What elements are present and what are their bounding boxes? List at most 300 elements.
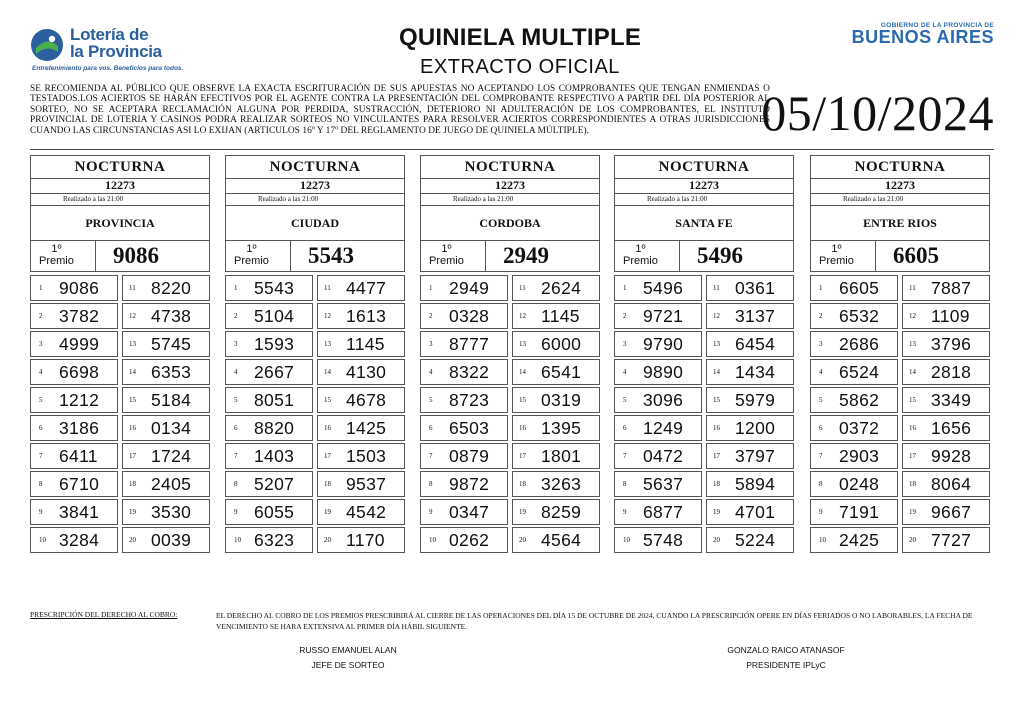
- result-rank: 3: [234, 340, 238, 348]
- result-rank: 4: [234, 368, 238, 376]
- result-cell: [122, 527, 210, 553]
- result-number: 3349: [931, 390, 972, 410]
- result-rank: 14: [519, 368, 526, 376]
- first-prize-divider: [290, 241, 291, 271]
- first-prize-box: [810, 241, 990, 272]
- result-number: 6877: [643, 502, 684, 522]
- result-number: 5862: [839, 390, 880, 410]
- result-cell: [706, 303, 794, 329]
- result-number: 7727: [931, 530, 972, 550]
- result-rank: 18: [713, 480, 720, 488]
- result-rank: 15: [713, 396, 720, 404]
- result-rank: 12: [909, 312, 916, 320]
- result-cell: [225, 471, 313, 497]
- result-rank: 20: [519, 536, 526, 544]
- result-cell: [30, 443, 118, 469]
- draw-province: PROVINCIA: [30, 206, 210, 241]
- result-number: 1434: [735, 362, 776, 382]
- result-number: 3782: [59, 306, 100, 326]
- result-number: 5748: [643, 530, 684, 550]
- result-rank: 5: [234, 396, 238, 404]
- disclaimer-text: SE RECOMIENDA AL PÚBLICO QUE OBSERVE LA EXACTA ESCRITURACIÓN DE SUS APUESTAS NO ACEPTANDO LOS COMPROBANTES QUE TENGAN ENMIENDAS O TESTADOS.LOS ACIERTOS SE HARÁN EFECTIVOS POR EL AGENTE CONTRA LA PRESENTACIÓN DEL COMPROBANTE RESPECTIVO A PARTIR DEL DÍA POSTERIOR AL SORTEO, NO SE ACEPTARA RECLAMACIÓN ALGUNA POR PERDIDA, SUSTRACCIÓN, DETERIORO NI ADULTERACIÓN DE LOS COMPROBANTES, EL INSTITUTO PROVINCIAL DE LOTERIA Y CASINOS PODRA REALIZAR SORTEOS NO VINCULANTES PARA RESOLVER ACIERTOS CORRESPONDIENTES A OTRAS JURISDICCIONES CUANDO LAS CIRCUNSTANCIAS ASI LO EXIJAN (ARTICULOS 16º Y 17º DEL REGLAMENTO DE JUEGO DE QUINIELA MÚLTIPLE).: [30, 84, 770, 136]
- result-rank: 9: [234, 508, 238, 516]
- result-cell: [225, 415, 313, 441]
- result-number: 5543: [254, 278, 295, 298]
- result-cell: [225, 387, 313, 413]
- result-rank: 6: [429, 424, 433, 432]
- prescripcion-label: PRESCRIPCIÓN DEL DERECHO AL COBRO:: [30, 610, 178, 619]
- result-number: 5207: [254, 474, 295, 494]
- result-number: 1503: [346, 446, 387, 466]
- result-rank: 1: [623, 284, 627, 292]
- result-rank: 9: [39, 508, 43, 516]
- loteria-logo-icon: [30, 28, 64, 62]
- result-cell: [317, 331, 405, 357]
- result-number: 1249: [643, 418, 684, 438]
- result-cell: [614, 527, 702, 553]
- result-rank: 8: [429, 480, 433, 488]
- result-rank: 2: [429, 312, 433, 320]
- result-number: 1109: [931, 306, 970, 326]
- result-cell: [614, 387, 702, 413]
- result-rank: 13: [519, 340, 526, 348]
- result-rank: 7: [429, 452, 433, 460]
- result-rank: 15: [324, 396, 331, 404]
- result-number: 3796: [931, 334, 972, 354]
- result-rank: 17: [713, 452, 720, 460]
- logo-tagline: Entretenimiento para vos. Beneficios para todos.: [32, 65, 184, 72]
- result-cell: [512, 415, 600, 441]
- first-prize-label-text: Premio: [39, 255, 74, 267]
- result-cell: [512, 303, 600, 329]
- result-cell: [30, 499, 118, 525]
- result-cell: [122, 303, 210, 329]
- first-prize-box: [225, 241, 405, 272]
- first-prize-divider: [95, 241, 96, 271]
- result-cell: [512, 527, 600, 553]
- first-prize-label-text: Premio: [819, 255, 854, 267]
- gobierno-big-text: BUENOS AIRES: [851, 27, 994, 47]
- result-cell: [706, 499, 794, 525]
- result-number: 1395: [541, 418, 582, 438]
- result-cell: [512, 359, 600, 385]
- result-rank: 20: [909, 536, 916, 544]
- draw-turno: NOCTURNA: [30, 155, 210, 179]
- result-number: 5979: [735, 390, 776, 410]
- result-number: 6605: [839, 278, 880, 298]
- first-prize-label-rank: 1º: [831, 243, 842, 255]
- result-rank: 9: [623, 508, 627, 516]
- result-rank: 8: [819, 480, 823, 488]
- result-number: 6541: [541, 362, 582, 382]
- result-cell: [902, 303, 990, 329]
- result-cell: [30, 275, 118, 301]
- result-rank: 17: [519, 452, 526, 460]
- result-cell: [225, 359, 313, 385]
- draw-turno: NOCTURNA: [614, 155, 794, 179]
- result-number: 9790: [643, 334, 684, 354]
- result-rank: 15: [519, 396, 526, 404]
- result-number: 1403: [254, 446, 295, 466]
- result-number: 1425: [346, 418, 387, 438]
- draw-sorteo-number: 12273: [810, 177, 990, 194]
- result-rank: 17: [909, 452, 916, 460]
- result-cell: [420, 331, 508, 357]
- result-number: 8064: [931, 474, 972, 494]
- result-rank: 14: [713, 368, 720, 376]
- first-prize-box: [30, 241, 210, 272]
- result-number: 5637: [643, 474, 684, 494]
- result-number: 0347: [449, 502, 490, 522]
- first-prize-number: 5543: [308, 243, 354, 268]
- result-cell: [122, 331, 210, 357]
- result-rank: 14: [129, 368, 136, 376]
- prescripcion-text: EL DERECHO AL COBRO DE LOS PREMIOS PRESCRIBIRÁ AL CIERRE DE LAS OPERACIONES DEL DÍA 15 DE OCTUBRE DE 2024, CUANDO LA PRESCRIPCIÓN OPERE EN DÍAS FERIADOS O NO LABORABLES, LA FECHA DE VENCIMIENTO SE HARA EXTENSIVA AL PRIMER DÍA HÁBIL SIGUIENTE.: [216, 611, 973, 631]
- result-number: 6710: [59, 474, 100, 494]
- result-number: 8777: [449, 334, 490, 354]
- result-cell: [512, 331, 600, 357]
- draw-panel: [614, 155, 794, 555]
- page-title: QUINIELA MULTIPLE: [398, 24, 642, 51]
- result-number: 0248: [839, 474, 880, 494]
- result-cell: [902, 359, 990, 385]
- result-rank: 4: [819, 368, 823, 376]
- draw-turno: NOCTURNA: [420, 155, 600, 179]
- result-number: 0328: [449, 306, 490, 326]
- result-rank: 6: [39, 424, 43, 432]
- result-cell: [810, 331, 898, 357]
- gobierno-small-text: GOBIERNO DE LA PROVINCIA DE: [880, 22, 994, 29]
- result-cell: [810, 415, 898, 441]
- result-cell: [317, 527, 405, 553]
- result-number: 6323: [254, 530, 295, 550]
- result-rank: 3: [819, 340, 823, 348]
- result-number: 6055: [254, 502, 295, 522]
- result-cell: [902, 275, 990, 301]
- result-rank: 10: [39, 536, 46, 544]
- result-rank: 20: [129, 536, 136, 544]
- result-number: 0361: [735, 278, 776, 298]
- result-rank: 12: [324, 312, 331, 320]
- result-cell: [810, 387, 898, 413]
- draw-sorteo-number: 12273: [30, 177, 210, 194]
- result-cell: [122, 471, 210, 497]
- result-rank: 1: [429, 284, 433, 292]
- result-cell: [614, 331, 702, 357]
- signature-1-name: RUSSO EMANUEL ALAN: [299, 645, 397, 655]
- result-cell: [614, 275, 702, 301]
- result-cell: [122, 387, 210, 413]
- logo-line2: la Provincia: [70, 42, 162, 61]
- result-number: 4738: [151, 306, 192, 326]
- result-rank: 3: [39, 340, 43, 348]
- result-rank: 8: [623, 480, 627, 488]
- result-rank: 1: [39, 284, 43, 292]
- result-rank: 12: [129, 312, 136, 320]
- result-number: 1801: [541, 446, 582, 466]
- result-cell: [225, 499, 313, 525]
- result-cell: [614, 359, 702, 385]
- result-cell: [122, 415, 210, 441]
- result-cell: [902, 443, 990, 469]
- result-number: 3186: [59, 418, 100, 438]
- result-rank: 5: [429, 396, 433, 404]
- draw-time: Realizado a las 21:00: [420, 194, 600, 206]
- draw-sorteo-number: 12273: [420, 177, 600, 194]
- result-number: 4130: [346, 362, 387, 382]
- result-cell: [902, 499, 990, 525]
- result-rank: 19: [713, 508, 720, 516]
- result-cell: [122, 443, 210, 469]
- result-number: 3797: [735, 446, 776, 466]
- result-cell: [420, 415, 508, 441]
- result-cell: [902, 527, 990, 553]
- result-cell: [902, 331, 990, 357]
- first-prize-label-rank: 1º: [441, 243, 452, 255]
- first-prize-label-rank: 1º: [635, 243, 646, 255]
- result-cell: [810, 471, 898, 497]
- result-rank: 16: [519, 424, 526, 432]
- result-rank: 13: [909, 340, 916, 348]
- result-number: 3096: [643, 390, 684, 410]
- draw-province: SANTA FE: [614, 206, 794, 241]
- result-rank: 16: [324, 424, 331, 432]
- result-number: 0039: [151, 530, 192, 550]
- result-rank: 8: [39, 480, 43, 488]
- result-number: 2818: [931, 362, 972, 382]
- result-cell: [706, 443, 794, 469]
- result-cell: [420, 275, 508, 301]
- result-number: 6698: [59, 362, 100, 382]
- page-subtitle: EXTRACTO OFICIAL: [420, 56, 620, 78]
- result-number: 3841: [59, 502, 100, 522]
- result-rank: 3: [623, 340, 627, 348]
- result-rank: 12: [713, 312, 720, 320]
- result-number: 0134: [151, 418, 192, 438]
- result-number: 2667: [254, 362, 295, 382]
- result-number: 4542: [346, 502, 387, 522]
- result-number: 8220: [151, 278, 192, 298]
- result-cell: [706, 331, 794, 357]
- result-rank: 20: [324, 536, 331, 544]
- result-number: 1724: [151, 446, 192, 466]
- result-number: 3263: [541, 474, 582, 494]
- result-rank: 10: [429, 536, 436, 544]
- result-cell: [810, 275, 898, 301]
- result-number: 7887: [931, 278, 972, 298]
- result-cell: [614, 471, 702, 497]
- loteria-logo: [30, 25, 184, 78]
- result-cell: [614, 303, 702, 329]
- draw-province: CORDOBA: [420, 206, 600, 241]
- result-number: 6524: [839, 362, 880, 382]
- result-number: 1200: [735, 418, 776, 438]
- result-number: 4564: [541, 530, 582, 550]
- result-rank: 2: [234, 312, 238, 320]
- result-cell: [122, 275, 210, 301]
- result-cell: [317, 471, 405, 497]
- result-cell: [30, 303, 118, 329]
- result-cell: [317, 387, 405, 413]
- result-rank: 4: [623, 368, 627, 376]
- result-rank: 19: [519, 508, 526, 516]
- result-rank: 2: [623, 312, 627, 320]
- result-rank: 16: [129, 424, 136, 432]
- draw-sorteo-number: 12273: [225, 177, 405, 194]
- result-cell: [706, 387, 794, 413]
- result-cell: [706, 415, 794, 441]
- result-cell: [614, 443, 702, 469]
- result-number: 4999: [59, 334, 100, 354]
- result-cell: [317, 275, 405, 301]
- result-rank: 16: [909, 424, 916, 432]
- result-number: 9928: [931, 446, 972, 466]
- result-cell: [225, 331, 313, 357]
- result-cell: [512, 499, 600, 525]
- result-number: 9872: [449, 474, 490, 494]
- result-cell: [810, 499, 898, 525]
- result-number: 6454: [735, 334, 776, 354]
- result-cell: [317, 499, 405, 525]
- result-rank: 18: [129, 480, 136, 488]
- result-cell: [614, 415, 702, 441]
- result-rank: 18: [519, 480, 526, 488]
- result-number: 9667: [931, 502, 972, 522]
- first-prize-label: [429, 243, 464, 267]
- result-number: 6353: [151, 362, 192, 382]
- result-cell: [810, 359, 898, 385]
- result-cell: [317, 415, 405, 441]
- result-number: 0372: [839, 418, 880, 438]
- result-rank: 10: [623, 536, 630, 544]
- result-number: 2405: [151, 474, 192, 494]
- first-prize-number: 5496: [697, 243, 743, 268]
- result-cell: [512, 443, 600, 469]
- result-rank: 9: [429, 508, 433, 516]
- result-cell: [902, 415, 990, 441]
- result-cell: [122, 499, 210, 525]
- result-cell: [706, 275, 794, 301]
- result-number: 6532: [839, 306, 880, 326]
- result-rank: 5: [623, 396, 627, 404]
- first-prize-divider: [485, 241, 486, 271]
- result-number: 5496: [643, 278, 684, 298]
- result-cell: [706, 359, 794, 385]
- result-rank: 19: [129, 508, 136, 516]
- result-cell: [317, 359, 405, 385]
- header-divider: [30, 149, 994, 150]
- result-number: 1656: [931, 418, 972, 438]
- draw-time: Realizado a las 21:00: [810, 194, 990, 206]
- result-number: 9890: [643, 362, 684, 382]
- result-rank: 13: [324, 340, 331, 348]
- result-number: 7191: [839, 502, 880, 522]
- result-number: 1145: [346, 334, 385, 354]
- result-number: 4678: [346, 390, 387, 410]
- result-cell: [810, 527, 898, 553]
- result-cell: [614, 499, 702, 525]
- result-rank: 8: [234, 480, 238, 488]
- draw-province: CIUDAD: [225, 206, 405, 241]
- result-rank: 7: [39, 452, 43, 460]
- result-cell: [30, 527, 118, 553]
- result-number: 8322: [449, 362, 490, 382]
- result-cell: [512, 387, 600, 413]
- result-number: 6411: [59, 446, 98, 466]
- first-prize-number: 6605: [893, 243, 939, 268]
- result-number: 1593: [254, 334, 295, 354]
- result-cell: [30, 359, 118, 385]
- result-cell: [30, 387, 118, 413]
- result-rank: 9: [819, 508, 823, 516]
- draw-time: Realizado a las 21:00: [225, 194, 405, 206]
- draw-panel: [30, 155, 210, 555]
- first-prize-box: [420, 241, 600, 272]
- result-cell: [30, 331, 118, 357]
- result-number: 8723: [449, 390, 490, 410]
- result-cell: [30, 415, 118, 441]
- signature-2-role: PRESIDENTE IPLyC: [746, 660, 826, 670]
- result-rank: 13: [129, 340, 136, 348]
- result-cell: [706, 527, 794, 553]
- result-number: 8259: [541, 502, 582, 522]
- result-rank: 19: [324, 508, 331, 516]
- result-number: 0262: [449, 530, 490, 550]
- result-cell: [420, 303, 508, 329]
- result-number: 0879: [449, 446, 490, 466]
- result-cell: [225, 275, 313, 301]
- result-number: 1212: [59, 390, 100, 410]
- result-number: 2425: [839, 530, 880, 550]
- result-cell: [420, 443, 508, 469]
- result-number: 5224: [735, 530, 776, 550]
- draw-turno: NOCTURNA: [225, 155, 405, 179]
- result-cell: [706, 471, 794, 497]
- first-prize-box: [614, 241, 794, 272]
- result-rank: 6: [623, 424, 627, 432]
- result-rank: 7: [623, 452, 627, 460]
- result-number: 9086: [59, 278, 100, 298]
- result-rank: 17: [129, 452, 136, 460]
- gobierno-logo: [852, 22, 994, 45]
- result-rank: 1: [234, 284, 238, 292]
- result-rank: 6: [234, 424, 238, 432]
- result-rank: 3: [429, 340, 433, 348]
- result-cell: [810, 443, 898, 469]
- result-rank: 15: [129, 396, 136, 404]
- result-rank: 5: [819, 396, 823, 404]
- result-rank: 17: [324, 452, 331, 460]
- result-number: 5745: [151, 334, 192, 354]
- result-number: 3284: [59, 530, 100, 550]
- result-number: 2624: [541, 278, 582, 298]
- signature-1-role: JEFE DE SORTEO: [311, 660, 385, 670]
- result-rank: 16: [713, 424, 720, 432]
- result-number: 5104: [254, 306, 295, 326]
- result-rank: 12: [519, 312, 526, 320]
- result-rank: 6: [819, 424, 823, 432]
- result-number: 2949: [449, 278, 490, 298]
- first-prize-label: [819, 243, 854, 267]
- result-cell: [225, 443, 313, 469]
- result-number: 5184: [151, 390, 192, 410]
- result-rank: 11: [324, 284, 331, 292]
- first-prize-label-text: Premio: [429, 255, 464, 267]
- result-cell: [902, 387, 990, 413]
- result-cell: [122, 359, 210, 385]
- draw-panel: [420, 155, 600, 555]
- result-cell: [512, 275, 600, 301]
